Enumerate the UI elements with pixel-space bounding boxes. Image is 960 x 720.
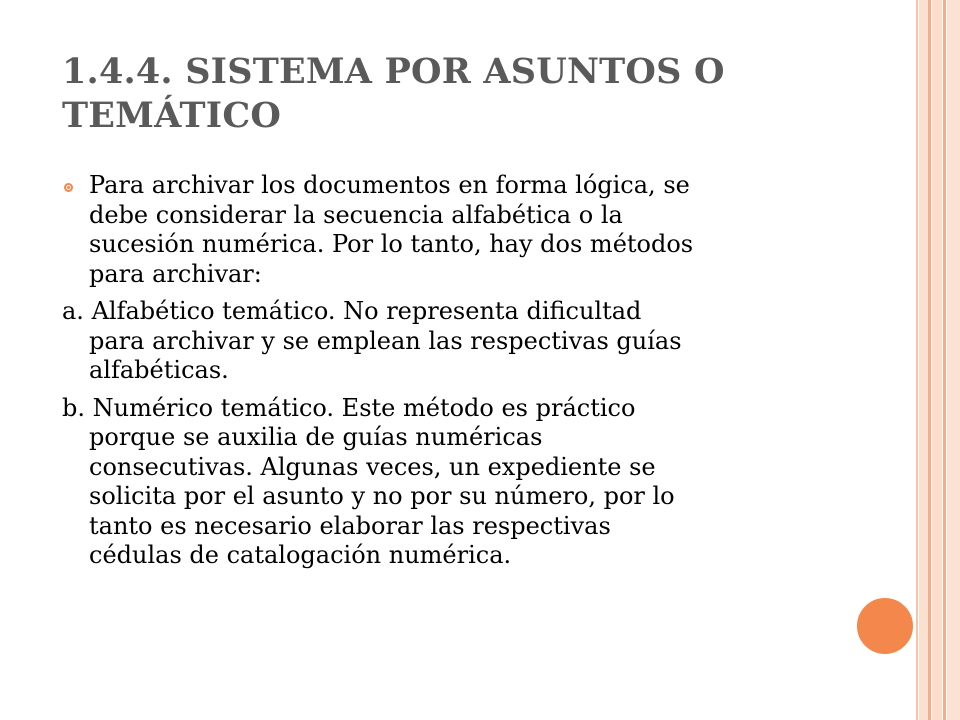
bullet-paragraph: [62, 171, 832, 289]
stripe: [947, 0, 960, 720]
stripe: [943, 0, 946, 720]
slide-title-line: 1.4.4. SISTEMA POR ASUNTOS O: [62, 51, 725, 92]
stripe: [928, 0, 931, 720]
text-line: para archivar y se emplean las respectivas guías: [89, 326, 682, 355]
text-line: a. Alfabético temático. No representa dificultad: [62, 297, 642, 325]
decorative-side-stripes: [916, 0, 960, 720]
text-line: para archivar:: [89, 259, 262, 288]
text-line: solicita por el asunto y no por su número, por lo: [89, 482, 675, 510]
stripe: [932, 0, 942, 720]
stripe: [919, 0, 928, 720]
circle-bullet-icon: [64, 183, 73, 192]
slide-title: [62, 50, 842, 138]
text-line: alfabéticas.: [89, 356, 229, 384]
text-line: b. Numérico temático. Este método es práctico: [62, 393, 636, 422]
text-line: tanto es necesario elaborar las respectivas: [89, 511, 611, 540]
method-b-paragraph: [62, 394, 832, 571]
text-line: consecutivas. Algunas veces, un expediente se: [89, 452, 656, 481]
slide-title-line: TEMÁTICO: [62, 95, 282, 136]
text-line: debe considerar la secuencia alfabética o la: [89, 200, 623, 229]
decorative-orange-circle: [855, 596, 915, 656]
text-line: Para archivar los documentos en forma lógica, se: [89, 171, 690, 199]
slide-body: [62, 171, 832, 579]
stripe: [916, 0, 918, 720]
text-line: porque se auxilia de guías numéricas: [89, 423, 543, 451]
text-line: sucesión numérica. Por lo tanto, hay dos métodos: [89, 230, 694, 258]
method-a-paragraph: [62, 297, 832, 386]
text-line: cédulas de catalogación numérica.: [89, 541, 512, 569]
